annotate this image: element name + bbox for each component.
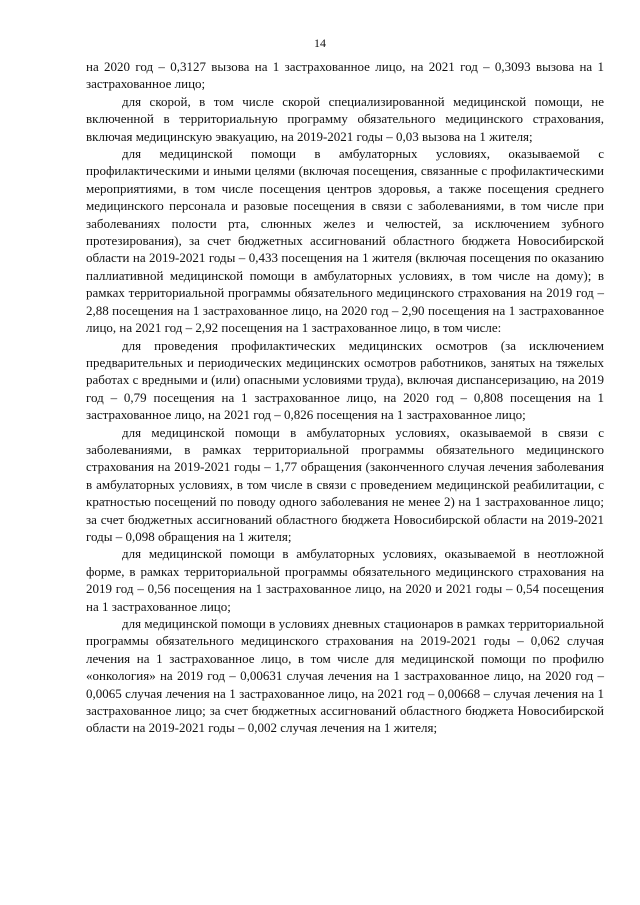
paragraph-outpatient-preventive: для медицинской помощи в амбулаторных условиях, оказываемой с профилактическими и иными целями (включая посещения, связанные с профилактическими мероприятиями, в том числе посещения центров здоровья, а также посещения среднего медицинского персонала и разовые посещения в связи с заболеваниями, в том числе при заболеваниях полости рта, слюнных желез и челюстей, за исключением зубного протезирования), за счет бюджетных ассигнований областного бюджета Новосибирской области на 2019-2021 годы – 0,433 посещения на 1 жителя (включая посещения по оказанию паллиативной медицинской помощи в амбулаторных условиях, в том числе на дому); в рамках территориальной программы обязательного медицинского страхования на 2019 год – 2,88 посещения на 1 застрахованное лицо, на 2020 год – 2,90 посещения на 1 застрахованное лицо, на 2021 год – 2,92 посещения на 1 застрахованное лицо, в том числе: <box>86 146 604 336</box>
page-number: 14 <box>314 36 326 50</box>
paragraph-outpatient-disease: для медицинской помощи в амбулаторных условиях, оказываемой в связи с заболеваниями, в рамках территориальной программы обязательного медицинского страхования на 2019-2021 годы – 1,77 обращения (законченного случая лечения заболевания в амбулаторных условиях, в том числе в связи с проведением медицинской реабилитации, с кратностью посещений по поводу одного заболевания не менее 2) на 1 застрахованное лицо; за счет бюджетных ассигнований областного бюджета Новосибирской области на 2019-2021 годы – 0,098 обращения на 1 жителя; <box>86 424 604 544</box>
paragraph-preventive-examinations: для проведения профилактических медицинских осмотров (за исключением предварительных и периодических медицинских осмотров работников, занятых на тяжелых работах с вредными и (или) опасными условиями труда), включая диспансеризацию, на 2019 год – 0,79 посещения на 1 застрахованное лицо, на 2020 год – 0,808 посещения на 1 застрахованное лицо, на 2021 год – 0,826 посещения на 1 застрахованное лицо; <box>86 337 604 423</box>
paragraph-day-hospital: для медицинской помощи в условиях дневных стационаров в рамках территориальной программы обязательного медицинского страхования на 2019-2021 годы – 0,062 случая лечения на 1 застрахованное лицо, в том числе для медицинской помощи по профилю «онкология» на 2019 год – 0,00631 случая лечения на 1 застрахованное лицо, на 2020 год – 0,0065 случая лечения на 1 застрахованное лицо, на 2021 год – 0,00668 – случая лечения на 1 застрахованное лицо; за счет бюджетных ассигнований областного бюджета Новосибирской области на 2019-2021 годы – 0,002 случая лечения на 1 жителя; <box>86 616 604 736</box>
paragraph-outpatient-urgent: для медицинской помощи в амбулаторных условиях, оказываемой в неотложной форме, в рамках территориальной программы обязательного медицинского страхования на 2019 год – 0,56 посещения на 1 застрахованное лицо, на 2020 и 2021 годы – 0,54 посещения на 1 застрахованное лицо; <box>86 546 604 614</box>
document-body <box>86 58 604 737</box>
paragraph-specialized-ambulance: для скорой, в том числе скорой специализированной медицинской помощи, не включенной в территориальную программу обязательного медицинского страхования, включая медицинскую эвакуацию, на 2019-2021 годы – 0,03 вызова на 1 жителя; <box>86 93 604 144</box>
paragraph-ambulance-rates-continued: на 2020 год – 0,3127 вызова на 1 застрахованное лицо, на 2021 год – 0,3093 вызова на 1 застрахованное лицо; <box>86 59 604 92</box>
